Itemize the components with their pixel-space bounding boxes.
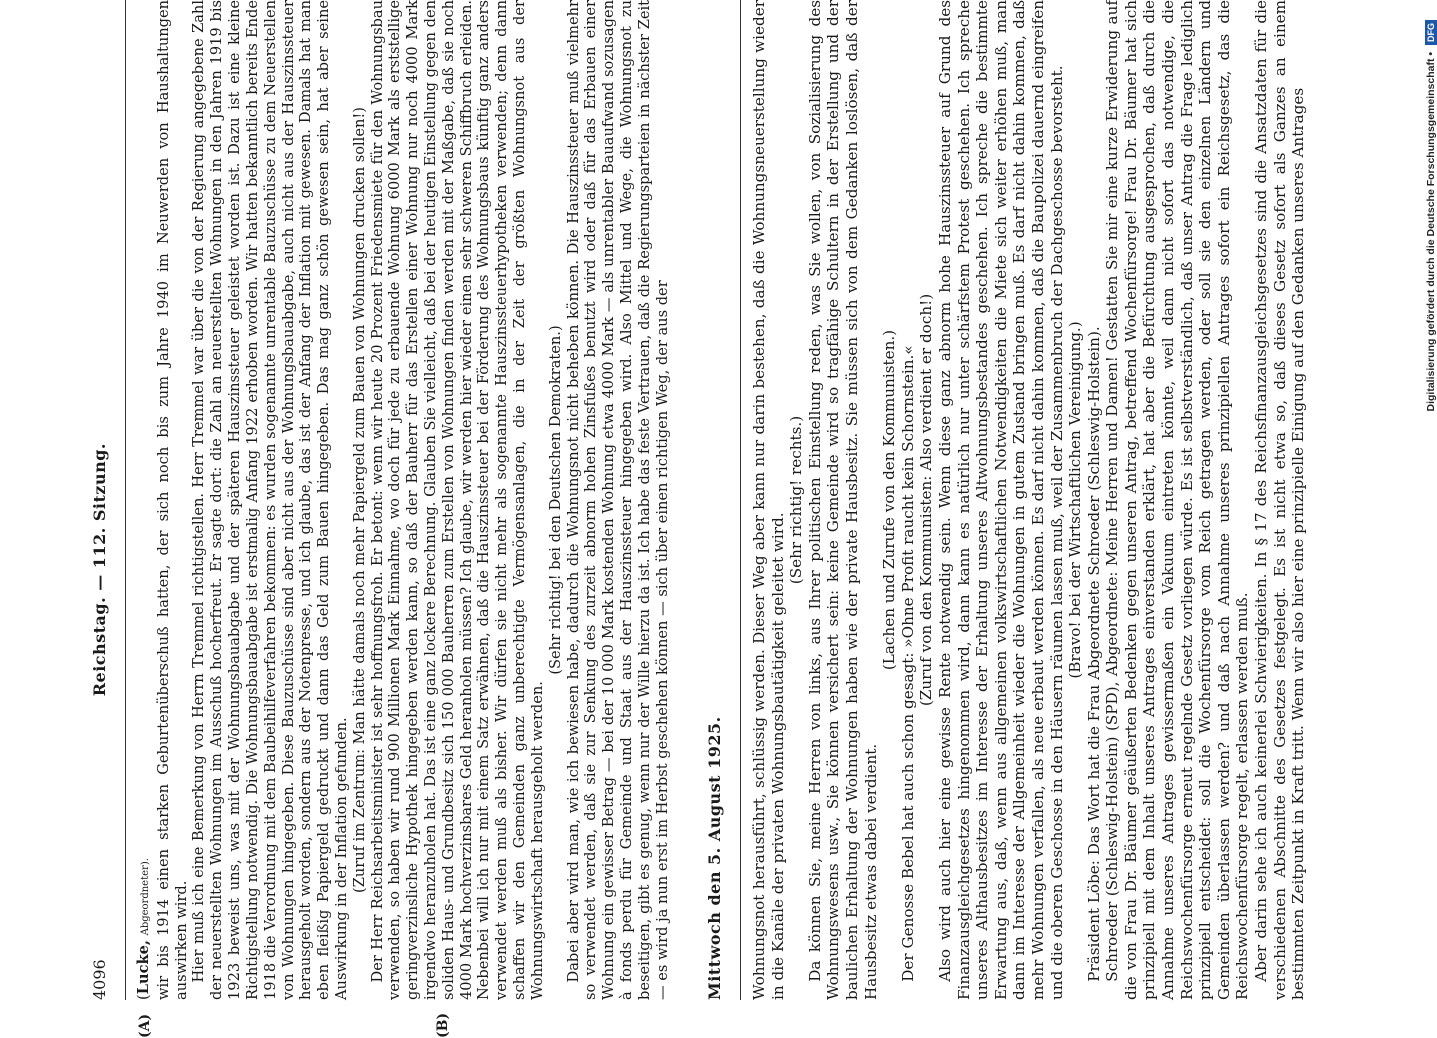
speaker-name: Lucke, bbox=[135, 940, 152, 995]
date-title: Mittwoch den 5. August 1925. bbox=[705, 716, 724, 1000]
speech-paragraph: Dabei aber wird man, wie ich bewiesen habe, dadurch die Wohnungsnot nicht beheben können. Die Hauszinssteuer muß vielmehr so verwendet werden, daß sie zur Senkung des zurzeit abnorm hohen Zinsfußes benutzt wird oder daß für das Erbauen einer Wohnung ein gewisser Betrag — bei der 10 000 Mark kostenden Wohnung etwa 4000 Mark — als unrentabler Bauaufwand sozusagen à fonds perdu für Gemeinde und Staat aus der Hauszinssteuer hingegeben wird. Also Mittel und Wege, die Wohnungsnot zu beseitigen, gibt es genug, wenn nur der Wille hierzu da ist. Ich habe das feste Vertrauen, daß die Regierungsparteien in nächster Zeit — es wird ja nun erst im Herbst geschehen können — sich über einen richtigen Weg, der aus der bbox=[564, 0, 671, 1000]
digitization-sidebar bbox=[1406, 0, 1437, 1000]
speaker-role: Abgeordneter). bbox=[140, 858, 151, 936]
speech-paragraph: Schroeder (Schleswig-Holstein) (SPD), Abgeordnete: Meine Herren und Damen! Gestatten Sie mir eine kurze Erwiderung auf die von Frau Dr. Bäumer geäußerten Bedenken gegen unseren Antrag, betreffend Wochenfürsorge! Frau Dr. Bäumer hat sich prinzipiell mit dem Inhalt unseres Antrages einverstanden erklärt, hat aber die Befürchtung ausgesprochen, daß durch die Annahme unseres Antrages gewissermaßen ein Vakuum eintreten könnte, weil dann nicht sofort das notwendige, die Reichswochenfürsorge erneut regelnde Gesetz vorliegen würde. Es ist selbstverständlich, daß unser Antrag die Frage lediglich prinzipiell entscheidet: soll die Wochenfürsorge vom Reich getragen werden, oder soll sie den einzelnen Ländern und Gemeinden überlassen werden? und daß nach Annahme unseres prinzipiellen Antrages sofort ein Reichsgesetz, das die Reichswochenfürsorge regelt, erlassen werden muß. bbox=[1103, 0, 1252, 1000]
page-header-left bbox=[90, 0, 130, 1000]
page-header-right bbox=[705, 0, 745, 1000]
interjection: (Sehr richtig! rechts.) bbox=[787, 415, 806, 585]
rotated-page-content bbox=[55, 0, 1355, 1038]
speech-paragraph: Also wird auch hier eine gewisse Rente notwendig sein. Wenn diese ganz abnorm hohe Hauszinssteuer auf Grund des Finanzausgleichgesetzes hingenommen wird, dann kann es natürlich nur unter schärfstem Protest geschehen. Ich spreche unseres Althausbesitzes im Interesse der Erhaltung unseres Altwohnungsbestandes geschehen. Ich spreche die bestimmte Erwartung aus, daß, wenn aus allgemeinen volkswirtschaftlichen Notwendigkeiten die Miete sich weiter erhöhen muß, man dann im Interesse der Allgemeinheit wieder die Wohnungen in gutem Zustand bringen muß. Es darf nicht dahin kommen, daß mehr Wohnungen verfallen, als neue erbaut werden können. Es darf nicht dahin kommen, daß die Baupolizei dauernd eingreifen und die oberen Geschosse in den Häusern räumen lassen muß, weil der Zusammenbruch der Dachgeschosse bevorsteht. bbox=[935, 0, 1066, 1000]
header-rule-left bbox=[125, 0, 126, 1000]
interjection: (Sehr richtig! bei den Deutschen Demokraten.) bbox=[546, 325, 564, 675]
page-number: 4096 bbox=[90, 959, 109, 1000]
margin-marker-a: (A) bbox=[137, 1013, 153, 1038]
interjection: (Zuruf im Zentrum: Man hätte damals noch mehr Papiergeld zum Bauen von Wohnungen drucken sollen!) bbox=[350, 107, 368, 893]
interjection: (Bravo! bei der Wirtschaftlichen Vereinigung.) bbox=[1066, 321, 1085, 679]
speech-paragraph: Wohnungsnot herausführt, schlüssig werden. Dieser Weg aber kann nur darin bestehen, daß die Wohnungsneuerstellung wieder in die Kanäle der privaten Wohnungsbautätigkeit geleitet wird. bbox=[750, 0, 787, 1000]
sidebar-credit: Digitalisierung gefördert durch die Deutsche Forschungsgemeinschaft • bbox=[1425, 51, 1437, 412]
speech-paragraph: Der Herr Reichsarbeitsminister ist sehr hoffnungsfroh. Er betont: wenn wir heute 20 Prozent Friedensmiete für den Wohnungsbau verwenden, so haben wir rund 900 Millionen Mark Einnahme, wo doch für jede zu erbauende Wohnung 6000 Mark als erststellige geringverzinsliche Hypothek hingegeben werden kann, so daß der Bauherr für das Erstellen einer Wohnung nur noch 4000 Mark irgendwo heranzuholen hat. Das ist eine ganz lockere Berechnung. Glauben Sie vielleicht, daß bei der heutigen Einstellung gegen den soliden Haus- und Grundbesitz sich 150 000 Bauherren zum Erstellen von Wohnungen finden werden mit der Maßgabe, daß sie noch 4000 Mark hochverzinsbares Geld heranholen müssen? Ich glaube, wir werden hier wieder einen sehr schweren Schiffbruch erleiden. Nebenbei will ich nur mit einem Satz erwähnen, daß die Hauszinssteuer bei der Förderung des Wohnungsbaus künftig ganz anders verwendet werden muß als bisher. Wir dürfen sie nicht mehr als sogenannte Hauszinssteuerhypotheken verwenden; denn dann schaffen wir den Gemeinden ganz unberechtigte Vermögensanlagen, die in der Zeit der größten Wohnungsnot aus der Wohnungswirtschaft herausgeholt werden. bbox=[368, 0, 546, 1000]
speech-paragraph: Aber darin sehe ich auch keinerlei Schwierigkeiten. In § 17 des Reichsfinanzausgleichsgesetzes sind die Ansatzdaten für die verschiedenen Abschnitte des Gesetzes festgelegt. Es ist nicht etwa so, daß dieses Gesetz sofort als Ganzes an einem bestimmten Zeitpunkt in Kraft tritt. Wenn wir also hier eine prinzipielle Einigung auf den Gedanken unseres Antrages bbox=[1252, 0, 1308, 1000]
header-rule-right bbox=[740, 0, 741, 1000]
margin-marker-b: (B) bbox=[435, 1012, 451, 1038]
running-title: Reichstag. — 112. Sitzung. bbox=[90, 443, 109, 697]
dfg-logo: DFG bbox=[1425, 20, 1437, 45]
interjection: (Zuruf von den Kommunisten: Also verdient er doch!) bbox=[917, 293, 936, 707]
speech-paragraph: Da können Sie, meine Herren von links, aus Ihrer politischen Einstellung reden, was Sie wollen, von Sozialisierung des Wohnungswesens usw., Sie können versichert sein: keine Gemeinde wird so tragfähige Schultern in der Erstellung und der baulichen Erhaltung der Wohnungen haben wie der private Hausbesitz. Sie müssen sich von dem Gedanken loslösen, daß der Hausbesitz etwas dabei verdient. bbox=[805, 0, 880, 1000]
speaker-line: (Lucke, Abgeordneter). bbox=[135, 858, 152, 1000]
right-column bbox=[750, 0, 1340, 1000]
interjection: (Lachen und Zurufe von den Kommunisten.) bbox=[880, 329, 899, 671]
speech-paragraph: Hier muß ich eine Bemerkung von Herrn Tremmel richtigstellen. Herr Tremmel war über die von der Regierung angegebene Zahl der neuerstellten Wohnungen im Ausschuß hocherfreut. Er sagte dort: die Zahl an neuerstellten Wohnungen in den Jahren 1919 bis 1923 beweist uns, was mit der Wohnungsbauabgabe und der späteren Hauszinssteuer geleistet worden ist. Dazu ist eine kleine Richtigstellung notwendig. Die Wohnungsbauabgabe ist erstmalig Anfang 1922 erhoben worden. Wir hatten bekanntlich bereits Ende 1918 die Verordnung mit dem Baubeihilfeverfahren bekommen: es wurden sogenannte unrentable Bauzuschüsse zu dem Neuerstellen von Wohnungen hingegeben. Diese Bauzuschüsse sind aber nicht aus der Wohnungsbauabgabe, auch nicht aus der Hauszinssteuer herausgeholt worden, sondern aus der Notenpresse, und ich glaube, das ist der Anfang der Inflation mit gewesen. Damals hat man eben fleißig Papiergeld gedruckt und dann das Geld zum Bauen hingegeben. Das mag ganz schön gewesen sein, hat aber seine Auswirkung in der Inflation gefunden. bbox=[190, 0, 350, 1000]
speech-paragraph: Präsident Löbe: Das Wort hat die Frau Abgeordnete Schroeder (Schleswig-Holstein). bbox=[1084, 326, 1103, 982]
speech-paragraph: Der Genosse Bebel hat auch schon gesagt: »Ohne Profit raucht kein Schornstein.« bbox=[898, 345, 917, 982]
speech-paragraph: wir bis 1914 einen starken Geburtenüberschuß hatten, der sich noch bis zum Jahre 1940 im Neuwerden von Haushaltungen auswirken wird. bbox=[154, 0, 190, 1000]
left-column bbox=[135, 0, 685, 1000]
